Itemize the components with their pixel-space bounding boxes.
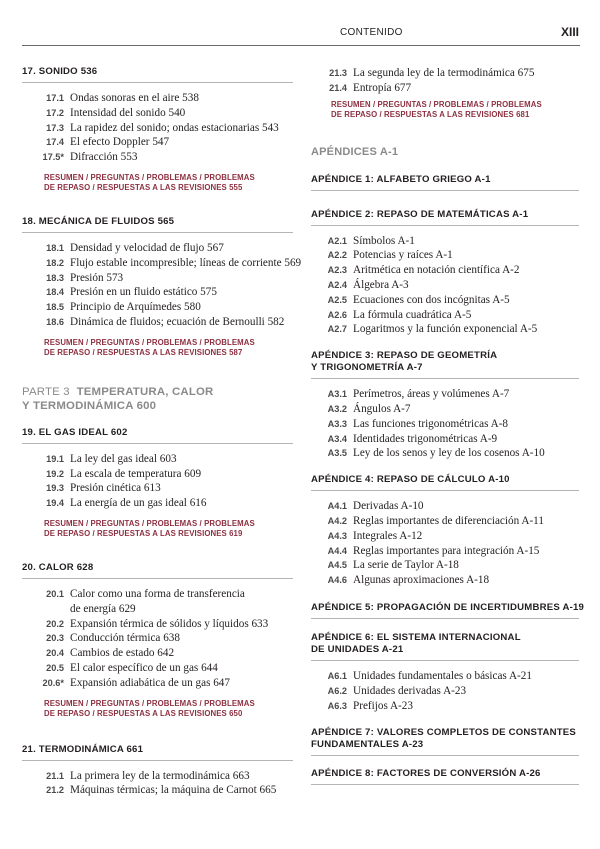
section-number: 17.3 — [46, 122, 64, 133]
section-number: A2.6 — [327, 309, 347, 320]
section-title: La segunda ley de la termodinámica 675 — [353, 67, 535, 79]
section-item — [22, 271, 293, 286]
section-item — [22, 769, 293, 784]
section-number: 19.1 — [46, 453, 64, 464]
chapter-21-continued — [311, 66, 579, 121]
section-item — [22, 135, 293, 150]
page-number: XIII — [560, 25, 579, 39]
section-list — [22, 452, 293, 511]
section-item — [22, 106, 293, 121]
section-item — [311, 417, 579, 432]
summary-line: DE REPASO / RESPUESTAS A LAS REVISIONES 619 — [44, 529, 243, 539]
section-title: de energía 629 — [70, 602, 136, 615]
section-list — [311, 234, 579, 338]
section-title: La energía de un gas ideal 616 — [70, 497, 207, 510]
section-item — [22, 300, 293, 315]
section-title: Calor como una forma de transferencia — [70, 587, 245, 600]
section-item — [22, 315, 293, 330]
running-title: CONTENIDO — [340, 27, 403, 38]
section-item — [311, 293, 579, 308]
appendix-title: DE UNIDADES A-21 — [311, 643, 404, 655]
section-title: Ecuaciones con dos incógnitas A-5 — [353, 293, 510, 306]
section-title: Máquinas térmicas; la máquina de Carnot 665 — [70, 784, 277, 797]
section-title: Flujo estable incompresible; líneas de corriente 569 — [70, 256, 302, 269]
section-number: A3.4 — [327, 433, 347, 444]
section-title: Densidad y velocidad de flujo 567 — [70, 241, 224, 254]
section-item — [311, 544, 579, 559]
section-item — [311, 322, 579, 337]
section-number: A3.5 — [327, 448, 347, 459]
section-item — [22, 783, 293, 798]
section-title: Unidades fundamentales o básicas A-21 — [353, 669, 532, 682]
section-title: Logaritmos y la función exponencial A-5 — [353, 323, 538, 336]
section-number: A4.1 — [327, 501, 347, 512]
section-item — [311, 699, 579, 714]
section-item — [22, 91, 293, 106]
chapter-summary — [44, 699, 293, 720]
appendix-title: FUNDAMENTALES A-23 — [311, 739, 424, 751]
summary-line: RESUMEN / PREGUNTAS / PROBLEMAS / PROBLEMAS — [44, 698, 255, 708]
section-number: A2.7 — [327, 324, 347, 335]
chapter-18 — [22, 215, 302, 359]
appendix-rule — [311, 378, 579, 379]
section-title: Reglas importantes de diferenciación A-11 — [353, 514, 544, 527]
appendix-3 — [311, 350, 579, 461]
section-title: Álgebra A-3 — [353, 278, 409, 291]
section-item — [311, 66, 579, 81]
section-title: Derivadas A-10 — [353, 500, 424, 513]
section-number: 20.6* — [42, 677, 64, 688]
section-item — [22, 121, 293, 136]
section-title: El efecto Doppler 547 — [70, 136, 170, 149]
appendix-rule — [311, 755, 579, 756]
summary-line: DE REPASO / RESPUESTAS A LAS REVISIONES 555 — [44, 183, 243, 193]
section-number: 20.2 — [46, 618, 64, 629]
chapter-rule — [22, 82, 293, 83]
section-item — [311, 529, 579, 544]
appendix-1 — [311, 174, 579, 191]
chapter-title: 20. CALOR 628 — [22, 561, 94, 573]
appendix-title: APÉNDICE 6: EL SISTEMA INTERNACIONAL — [311, 631, 521, 643]
section-item — [311, 263, 579, 278]
appendix-6 — [311, 632, 579, 713]
part-heading — [22, 385, 293, 413]
chapter-rule — [22, 443, 293, 444]
appendix-rule — [311, 784, 579, 785]
section-item — [22, 452, 293, 467]
section-number: 20.1 — [46, 588, 64, 599]
section-number: A2.5 — [327, 294, 347, 305]
section-item — [311, 308, 579, 323]
section-number: 21.1 — [46, 770, 64, 781]
section-item-continuation — [22, 602, 293, 617]
section-title: Algunas aproximaciones A-18 — [353, 574, 490, 587]
chapter-title: 21. TERMODINÁMICA 661 — [22, 743, 144, 755]
section-number: A6.2 — [327, 685, 347, 696]
section-title: La escala de temperatura 609 — [70, 467, 202, 480]
section-number: 18.2 — [46, 257, 64, 268]
chapter-title: 19. EL GAS IDEAL 602 — [22, 426, 128, 438]
chapter-19 — [22, 427, 293, 540]
appendix-2 — [311, 209, 579, 338]
section-item — [22, 481, 293, 496]
section-number: A2.4 — [327, 279, 347, 290]
summary-line: RESUMEN / PREGUNTAS / PROBLEMAS / PROBLEMAS — [44, 518, 255, 528]
section-number: A4.6 — [327, 575, 347, 586]
section-item — [22, 661, 293, 676]
section-title: La serie de Taylor A-18 — [353, 559, 459, 572]
section-number: A2.2 — [327, 250, 347, 261]
section-number: 17.5* — [42, 152, 64, 163]
section-number: 18.6 — [46, 316, 64, 327]
chapter-summary — [331, 100, 579, 121]
section-number: 20.4 — [46, 648, 64, 659]
chapter-rule — [22, 232, 293, 233]
summary-line: DE REPASO / RESPUESTAS A LAS REVISIONES 587 — [44, 348, 243, 358]
section-title: Presión 573 — [70, 271, 124, 284]
section-number: 21.2 — [46, 785, 64, 796]
section-number: 19.2 — [46, 468, 64, 479]
section-item — [311, 81, 579, 96]
section-list — [22, 769, 293, 799]
section-number: 20.3 — [46, 633, 64, 644]
part-title-line: TEMPERATURA, CALOR — [76, 385, 214, 398]
section-title: Difracción 553 — [70, 151, 138, 164]
section-list — [311, 499, 579, 588]
chapter-21 — [22, 744, 293, 799]
chapter-rule — [22, 760, 293, 761]
section-list — [311, 669, 579, 713]
chapter-title: 18. MECÁNICA DE FLUIDOS 565 — [22, 215, 175, 227]
section-title: El calor específico de un gas 644 — [70, 661, 218, 674]
section-title: Expansión térmica de sólidos y líquidos 633 — [70, 617, 269, 630]
section-item — [22, 285, 293, 300]
appendix-8 — [311, 768, 579, 785]
section-item — [22, 676, 293, 691]
section-title: Entropía 677 — [353, 81, 412, 94]
chapter-title: 17. SONIDO 536 — [22, 66, 98, 77]
section-item — [22, 631, 293, 646]
section-title: Integrales A-12 — [353, 529, 423, 542]
appendix-rule — [311, 225, 579, 226]
section-number: 18.1 — [46, 242, 64, 253]
chapter-20 — [22, 562, 293, 720]
summary-line: DE REPASO / RESPUESTAS A LAS REVISIONES 681 — [331, 110, 530, 120]
section-title: Prefijos A-23 — [353, 699, 413, 712]
section-item — [311, 248, 579, 263]
appendix-rule — [311, 490, 579, 491]
summary-line: RESUMEN / PREGUNTAS / PROBLEMAS / PROBLEMAS — [44, 337, 255, 347]
right-column — [311, 66, 585, 785]
section-item — [311, 514, 579, 529]
part-label: PARTE 3 — [22, 385, 70, 398]
appendix-title: APÉNDICE 2: REPASO DE MATEMÁTICAS A-1 — [311, 208, 529, 220]
section-item — [311, 573, 579, 588]
section-item — [311, 684, 579, 699]
appendices-heading: APÉNDICES A-1 — [311, 145, 399, 158]
section-title: La ley del gas ideal 603 — [70, 452, 177, 465]
section-number: A6.3 — [327, 700, 347, 711]
appendix-title: Y TRIGONOMETRÍA A-7 — [311, 362, 423, 374]
section-item — [22, 496, 293, 511]
appendix-title: APÉNDICE 3: REPASO DE GEOMETRÍA — [311, 350, 498, 362]
section-item — [22, 587, 293, 602]
section-number: A4.4 — [327, 545, 347, 556]
section-title: Identidades trigonométricas A-9 — [353, 432, 498, 445]
section-title: Ondas sonoras en el aire 538 — [70, 92, 199, 104]
section-number: A4.2 — [327, 515, 347, 526]
section-title: Ley de los senos y ley de los cosenos A-10 — [353, 447, 545, 460]
appendix-title: APÉNDICE 8: FACTORES DE CONVERSIÓN A-26 — [311, 768, 541, 780]
section-title: Intensidad del sonido 540 — [70, 106, 186, 119]
section-title: Presión en un fluido estático 575 — [70, 286, 217, 299]
section-title: Las funciones trigonométricas A-8 — [353, 417, 509, 430]
section-item — [311, 234, 579, 249]
appendix-4 — [311, 474, 579, 588]
section-item — [22, 150, 293, 165]
section-number: A4.3 — [327, 530, 347, 541]
section-title: Ángulos A-7 — [353, 402, 411, 415]
section-number: 19.4 — [46, 498, 64, 509]
section-number: 21.3 — [329, 68, 347, 78]
section-number: A6.1 — [327, 670, 347, 681]
section-number: A2.1 — [327, 235, 347, 246]
section-item — [311, 558, 579, 573]
section-item — [311, 669, 579, 684]
appendix-title: APÉNDICE 1: ALFABETO GRIEGO A-1 — [311, 173, 491, 185]
section-title: Potencias y raíces A-1 — [353, 249, 453, 262]
section-title: Expansión adiabática de un gas 647 — [70, 676, 230, 689]
section-title: Dinámica de fluidos; ecuación de Bernoulli 582 — [70, 315, 285, 328]
section-item — [311, 278, 579, 293]
section-number: 18.5 — [46, 302, 64, 313]
chapter-summary — [44, 173, 293, 194]
section-title: Aritmética en notación científica A-2 — [353, 264, 520, 277]
appendix-title: APÉNDICE 7: VALORES COMPLETOS DE CONSTANTES — [311, 727, 576, 739]
summary-line: RESUMEN / PREGUNTAS / PROBLEMAS / PROBLEMAS — [44, 172, 255, 182]
section-title: La primera ley de la termodinámica 663 — [70, 769, 250, 782]
section-number: A4.5 — [327, 560, 347, 571]
section-number: 17.4 — [46, 137, 64, 148]
section-list — [311, 387, 579, 461]
section-number: 17.2 — [46, 107, 64, 118]
appendix-title: APÉNDICE 5: PROPAGACIÓN DE INCERTIDUMBRES A-19 — [311, 601, 585, 613]
left-column — [22, 66, 302, 798]
appendix-7 — [311, 727, 579, 756]
appendix-rule — [311, 618, 579, 619]
section-item — [22, 617, 293, 632]
section-item — [22, 241, 293, 256]
section-title: Reglas importantes para integración A-15 — [353, 544, 540, 557]
section-number: A3.3 — [327, 418, 347, 429]
appendix-5 — [311, 601, 585, 619]
section-number: A3.2 — [327, 403, 347, 414]
section-list — [311, 66, 579, 96]
section-title: Símbolos A-1 — [353, 234, 415, 247]
chapter-rule — [22, 578, 293, 579]
section-number: 20.5 — [46, 662, 64, 673]
section-number: 18.4 — [46, 287, 64, 298]
summary-line: DE REPASO / RESPUESTAS A LAS REVISIONES 650 — [44, 709, 243, 719]
section-item — [22, 646, 293, 661]
part-title-line: Y TERMODINÁMICA 600 — [22, 399, 157, 412]
appendix-rule — [311, 190, 579, 191]
section-item — [22, 256, 302, 271]
section-title: Cambios de estado 642 — [70, 647, 175, 660]
section-item — [311, 446, 579, 461]
header-rule — [22, 45, 580, 46]
section-number: 19.3 — [46, 483, 64, 494]
section-title: Perímetros, áreas y volúmenes A-7 — [353, 388, 510, 401]
chapter-summary — [44, 338, 293, 359]
chapter-summary — [44, 519, 293, 540]
section-title: Conducción térmica 638 — [70, 632, 180, 645]
section-title: Principio de Arquímedes 580 — [70, 301, 201, 314]
section-title: La rapidez del sonido; ondas estacionarias 543 — [70, 121, 279, 134]
section-list — [22, 587, 293, 691]
section-item — [22, 467, 293, 482]
appendix-title: APÉNDICE 4: REPASO DE CÁLCULO A-10 — [311, 474, 510, 486]
section-number: 17.1 — [46, 93, 64, 103]
section-number: A3.1 — [327, 389, 347, 400]
section-title: La fórmula cuadrática A-5 — [353, 308, 472, 321]
summary-line: RESUMEN / PREGUNTAS / PROBLEMAS / PROBLEMAS — [331, 99, 542, 109]
section-item — [311, 432, 579, 447]
chapter-17 — [22, 66, 293, 194]
section-item — [311, 499, 579, 514]
section-title: Unidades derivadas A-23 — [353, 684, 467, 697]
section-list — [22, 91, 293, 165]
section-item — [311, 387, 579, 402]
section-number: 21.4 — [329, 82, 347, 93]
section-list — [22, 241, 302, 330]
section-number: A2.3 — [327, 265, 347, 276]
appendix-rule — [311, 660, 579, 661]
section-number: 18.3 — [46, 272, 64, 283]
section-item — [311, 402, 579, 417]
section-title: Presión cinética 613 — [70, 482, 161, 495]
